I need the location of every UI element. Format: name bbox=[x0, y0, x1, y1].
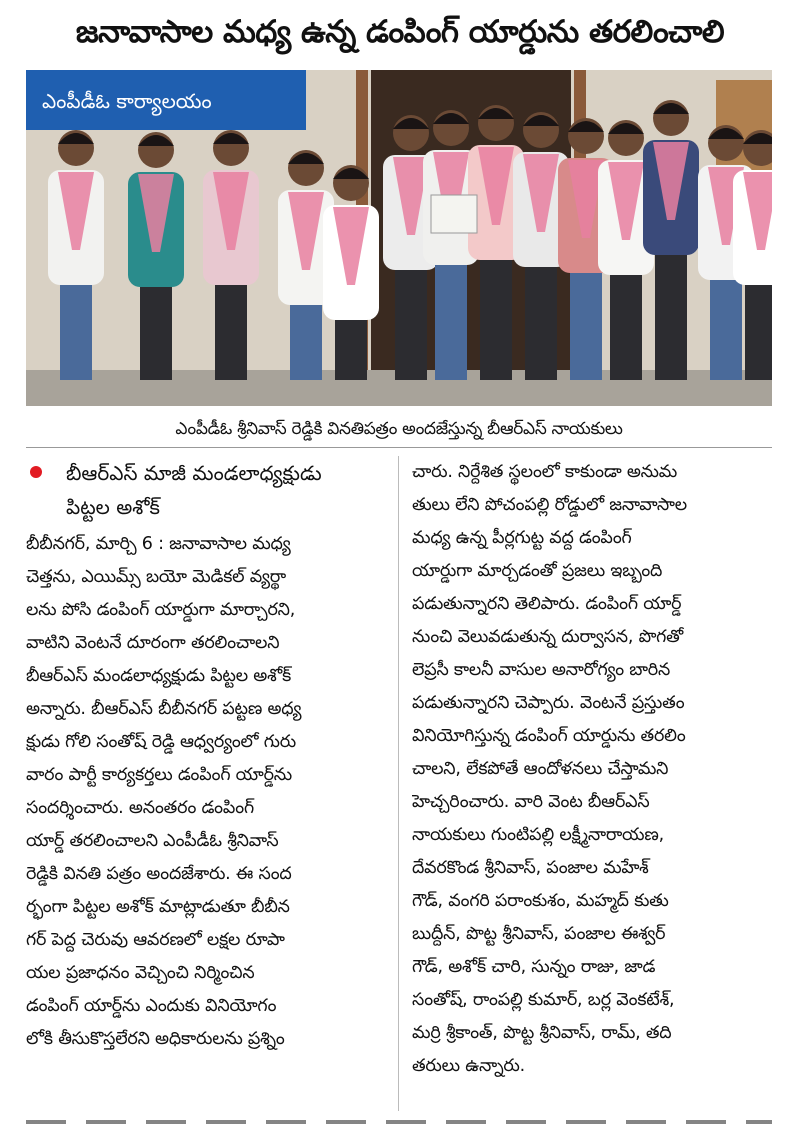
article-text-line: యార్డ్ తరలించాలని ఎంపీడీఓ శ్రీనివాస్ bbox=[26, 831, 279, 851]
article-text-line: పడుతున్నారని తెలిపారు. డంపింగ్ యార్డ్ bbox=[412, 594, 682, 614]
article-text-line: అన్నారు. బీఆర్ఎస్ బీబీనగర్ పట్టణ అధ్య bbox=[26, 699, 302, 719]
article-text-line: బుద్దీన్, పొట్ట శ్రీనివాస్, పంజాల ఈశ్వర్ bbox=[412, 924, 666, 944]
article-body-left bbox=[26, 528, 384, 1056]
office-banner-text: ఎంపీడీఓ కార్యాలయం bbox=[42, 89, 212, 113]
article-text-line: తులు లేని పోచంపల్లి రోడ్డులో జనావాసాల bbox=[412, 495, 687, 515]
article-text-line: చాలని, లేకపోతే ఆందోళనలు చేస్తామని bbox=[412, 759, 669, 779]
people-group bbox=[48, 100, 772, 380]
article-text-line: నుంచి వెలువడుతున్న దుర్వాసన, పొగతో bbox=[412, 627, 684, 647]
article-text-line: హెచ్చరించారు. వారి వెంట బీఆర్ఎస్ bbox=[412, 792, 650, 812]
article-text-line: గౌడ్, అశోక్ చారి, సున్నం రాజు, జాడ bbox=[412, 957, 656, 977]
next-article-cutoff bbox=[26, 1120, 772, 1124]
caption-divider bbox=[26, 447, 772, 448]
article-text-line: మధ్య ఉన్న పీర్లగుట్ట వద్ద డంపింగ్ bbox=[412, 528, 632, 548]
column-divider bbox=[398, 456, 399, 1111]
article-text-line: వాటిని వెంటనే దూరంగా తరలించాలని bbox=[26, 633, 280, 653]
article-text-line: గర్ పెద్ద చెరువు ఆవరణలో లక్షల రూపా bbox=[26, 930, 285, 950]
article-text-line: సందర్శించారు. అనంతరం డంపింగ్ bbox=[26, 798, 254, 818]
petition-letter bbox=[431, 195, 477, 233]
subhead-line-2: పిట్టల అశోక్ bbox=[66, 495, 160, 519]
article-text-line: లను పోసి డంపింగ్ యార్డుగా మార్చారని, bbox=[26, 600, 296, 620]
article-headline: జనావాసాల మధ్య ఉన్న డంపింగ్ యార్డును తరలించాలి bbox=[75, 14, 725, 50]
photo-caption: ఎంపీడీఓ శ్రీనివాస్ రెడ్డికి వినతిపత్రం అందజేస్తున్న బీఆర్ఎస్ నాయకులు bbox=[175, 419, 623, 439]
article-text-line: పడుతున్నారని చెప్పారు. వెంటనే ప్రస్తుతం bbox=[412, 693, 685, 713]
article-text-line: లోకి తీసుకొస్తలేరని అధికారులను ప్రశ్నిం bbox=[26, 1029, 285, 1049]
article-text-line: యల ప్రజాధనం వెచ్చించి నిర్మించిన bbox=[26, 963, 255, 983]
news-photo bbox=[26, 70, 772, 406]
article-text-line: రెడ్డికి వినతి పత్రం అందజేశారు. ఈ సంద bbox=[26, 864, 292, 884]
article-text-line: బీబీనగర్, మార్చి 6 : జనావాసాల మధ్య bbox=[26, 534, 291, 554]
article-column-right bbox=[412, 456, 772, 1116]
article-text-line: చెత్తను, ఎయిమ్స్ బయో మెడికల్ వ్యర్థా bbox=[26, 567, 286, 587]
article-text-line: లెప్రసీ కాలనీ వాసుల అనారోగ్యం బారిన bbox=[412, 660, 671, 680]
article-text-line: వారం పార్టీ కార్యకర్తలు డంపింగ్ యార్డ్‌ను bbox=[26, 765, 292, 785]
article-text-line: క్షుడు గోలి సంతోష్ రెడ్డి ఆధ్వర్యంలో గురు bbox=[26, 732, 296, 752]
subhead-line-1: బీఆర్ఎస్ మాజీ మండలాధ్యక్షుడు bbox=[66, 461, 322, 485]
article-text-line: నాయకులు గుంటిపల్లి లక్ష్మీనారాయణ, bbox=[412, 825, 664, 845]
article-text-line: ర్భంగా పిట్టల అశోక్ మాట్లాడుతూ బీబీన bbox=[26, 897, 290, 917]
article-text-line: గౌడ్, వంగరి పరాంకుశం, మహ్మద్ కుతు bbox=[412, 891, 669, 911]
article-text-line: డంపింగ్ యార్డ్‌ను ఎందుకు వినియోగం bbox=[26, 996, 277, 1016]
red-bullet-icon bbox=[30, 466, 42, 478]
article-text-line: మర్రి శ్రీకాంత్, పొట్ట శ్రీనివాస్, రామ్, తది bbox=[412, 1023, 672, 1043]
article-subhead bbox=[26, 456, 384, 524]
article-text-line: దేవరకొండ శ్రీనివాస్, పంజాల మహేశ్ bbox=[412, 858, 649, 878]
article-text-line: బీఆర్ఎస్ మండలాధ్యక్షుడు పిట్టల అశోక్ bbox=[26, 666, 292, 686]
article-body-right bbox=[412, 456, 772, 1083]
article-text-line: తరులు ఉన్నారు. bbox=[412, 1056, 526, 1076]
article-column-left bbox=[26, 456, 384, 1116]
article-text-line: చారు. నిర్దేశిత స్థలంలో కాకుండా అనుమ bbox=[412, 462, 678, 482]
article-text-line: సంతోష్, రాంపల్లి కుమార్, బర్ల వెంకటేశ్, bbox=[412, 990, 675, 1010]
group-photo-illustration bbox=[26, 70, 772, 406]
article-text-line: యార్డుగా మార్చడంతో ప్రజలు ఇబ్బంది bbox=[412, 561, 663, 581]
article-text-line: వినియోగిస్తున్న డంపింగ్ యార్డును తరలిం bbox=[412, 726, 686, 746]
